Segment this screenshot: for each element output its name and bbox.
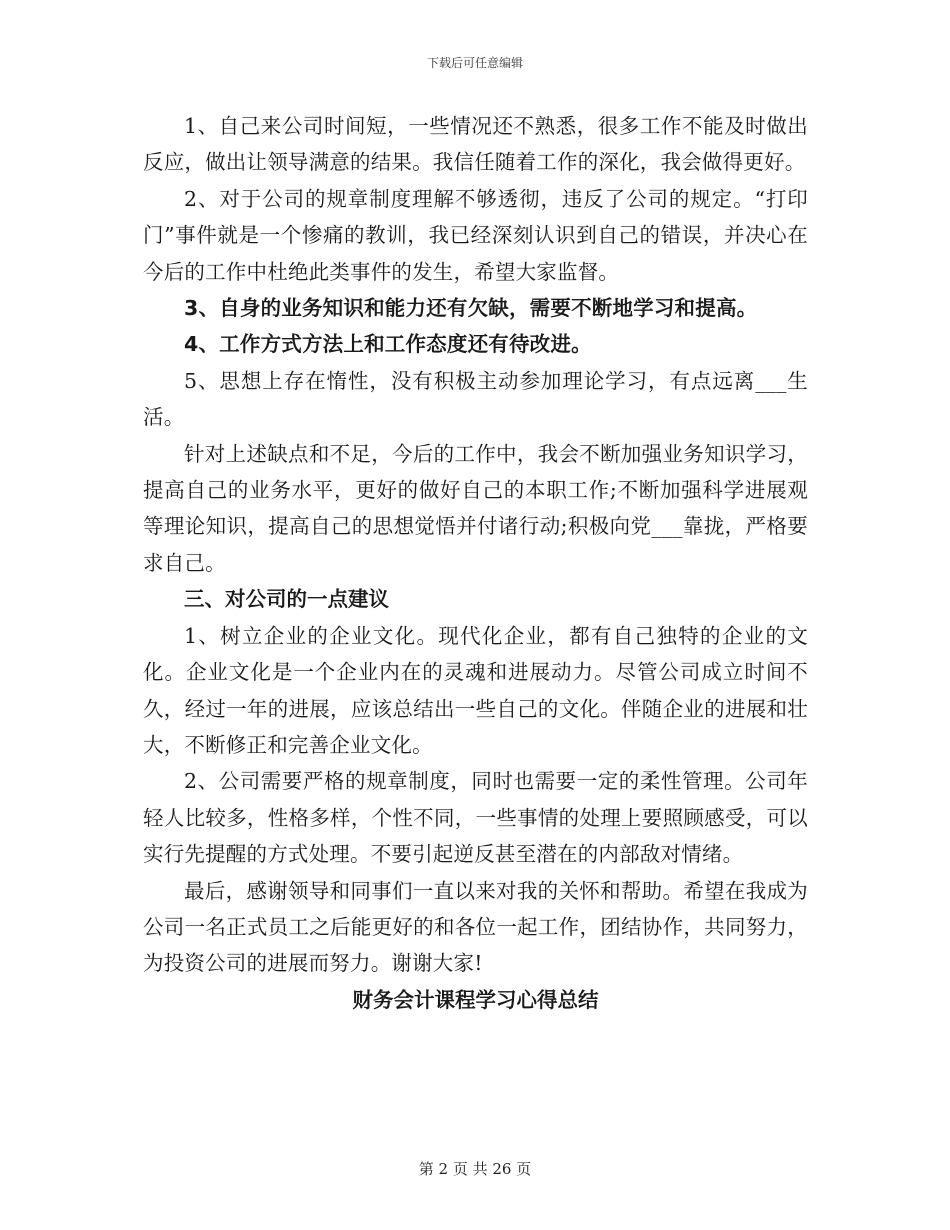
next-document-title: 财务会计课程学习心得总结 <box>352 987 599 1012</box>
paragraph-closing: 最后，感谢领导和同事们一直以来对我的关怀和帮助。希望在我成为公司一名正式员工之后能更好的和各位一起工作，团结协作，共同努力，为投资公司的进展而努力。谢谢大家! <box>143 878 808 976</box>
paragraph-suggestion-1: 1、树立企业的企业文化。现代化企业，都有自己独特的企业的文化。企业文化是一个企业内在的灵魂和进展动力。尽管公司成立时间不久，经过一年的进展，应该总结出一些自己的文化。伴随企业的进展和壮大，不断修正和完善企业文化。 <box>143 623 808 757</box>
page-header: 下载后可任意编辑 <box>426 56 523 70</box>
document-body <box>143 108 808 1018</box>
paragraph-shortcoming-3: 3、自身的业务知识和能力还有欠缺，需要不断地学习和提高。 <box>184 296 758 321</box>
paragraph-shortcoming-2: 2、对于公司的规章制度理解不够透彻，违反了公司的规定。“打印门”事件就是一个惨痛的教训，我已经深刻认识到自己的错误，并决心在今后的工作中杜绝此类事件的发生，希望大家监督。 <box>143 186 808 284</box>
paragraph-shortcoming-1: 1、自己来公司时间短，一些情况还不熟悉，很多工作不能及时做出反应，做出让领导满意的结果。我信任随着工作的深化，我会做得更好。 <box>143 114 808 175</box>
paragraph-shortcoming-5: 5、思想上存在惰性，没有积极主动参加理论学习，有点远离___生活。 <box>143 368 808 430</box>
section-heading-suggestions: 三、对公司的一点建议 <box>184 587 389 612</box>
paragraph-suggestion-2: 2、公司需要严格的规章制度，同时也需要一定的柔性管理。公司年轻人比较多，性格多样，个性不同，一些事情的处理上要照顾感受，可以实行先提醒的方式处理。不要引起逆反甚至潜在的内部敌对情绪。 <box>143 769 808 867</box>
paragraph-shortcoming-4: 4、工作方式方法上和工作态度还有待改进。 <box>184 332 592 357</box>
paragraph-improvement-plan: 针对上述缺点和不足，今后的工作中，我会不断加强业务知识学习，提高自己的业务水平，更好的做好自己的本职工作;不断加强科学进展观等理论知识，提高自己的思想觉悟并付诸行动;积极向党___靠拢，严格要求自己。 <box>143 441 808 575</box>
page-footer: 第 2 页 共 26 页 <box>418 1160 532 1178</box>
